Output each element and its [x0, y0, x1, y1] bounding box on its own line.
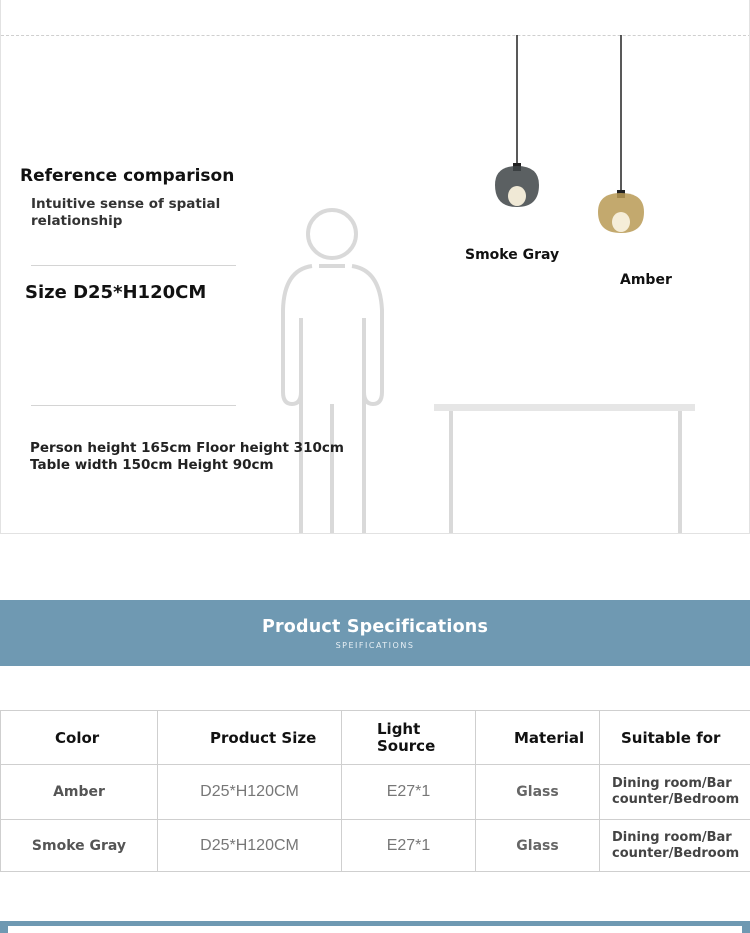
cell-light-source: E27*1	[342, 765, 476, 820]
dimensions-note-line: Person height 165cm Floor height 310cm	[30, 440, 344, 456]
header-product-size: Product Size	[158, 711, 342, 765]
cell-suitable-for	[600, 820, 750, 872]
header-light-line: Source	[377, 736, 436, 755]
specifications-subtitle: SPEIFICATIONS	[335, 641, 415, 650]
header-light-line: Light	[377, 719, 421, 738]
suitable-line: counter/Bedroom	[612, 792, 740, 807]
divider-rule	[31, 405, 236, 406]
amber-pendant-lamp	[598, 35, 644, 233]
cell-product-size: D25*H120CM	[158, 820, 342, 872]
person-silhouette	[283, 210, 382, 534]
header-suitable-for: Suitable for	[600, 711, 750, 765]
table-row	[1, 820, 750, 872]
smoke-gray-pendant-lamp	[495, 35, 539, 207]
reference-title: Reference comparison	[20, 166, 235, 186]
suitable-line: counter/Bedroom	[612, 845, 740, 861]
cell-material: Glass	[476, 765, 600, 820]
divider-rule	[31, 265, 236, 266]
reference-subtitle: Intuitive sense of spatial relationship	[31, 196, 221, 229]
dimensions-note-line: Table width 150cm Height 90cm	[30, 457, 274, 473]
suitable-line: Dining room/Bar	[612, 829, 732, 845]
cell-light-source: E27*1	[342, 820, 476, 872]
size-label: Size D25*H120CM	[25, 282, 207, 303]
cell-suitable-for	[600, 765, 750, 820]
amber-label: Amber	[620, 272, 672, 288]
header-light-source	[342, 711, 476, 765]
dimensions-note	[30, 440, 344, 474]
table-row	[1, 765, 750, 820]
specifications-title: Product Specifications	[261, 617, 489, 637]
bottom-banner-edge	[0, 921, 750, 933]
header-color: Color	[1, 711, 158, 765]
specifications-banner	[0, 600, 750, 666]
header-material: Material	[476, 711, 600, 765]
suitable-line: Dining room/Bar	[612, 776, 732, 791]
table-silhouette	[434, 404, 695, 534]
specifications-table	[0, 710, 750, 872]
smoke-gray-label: Smoke Gray	[465, 247, 560, 263]
cell-color: Smoke Gray	[1, 820, 158, 872]
cell-color: Amber	[1, 765, 158, 820]
cell-product-size: D25*H120CM	[158, 765, 342, 820]
table-header-row	[1, 711, 750, 765]
cell-material: Glass	[476, 820, 600, 872]
